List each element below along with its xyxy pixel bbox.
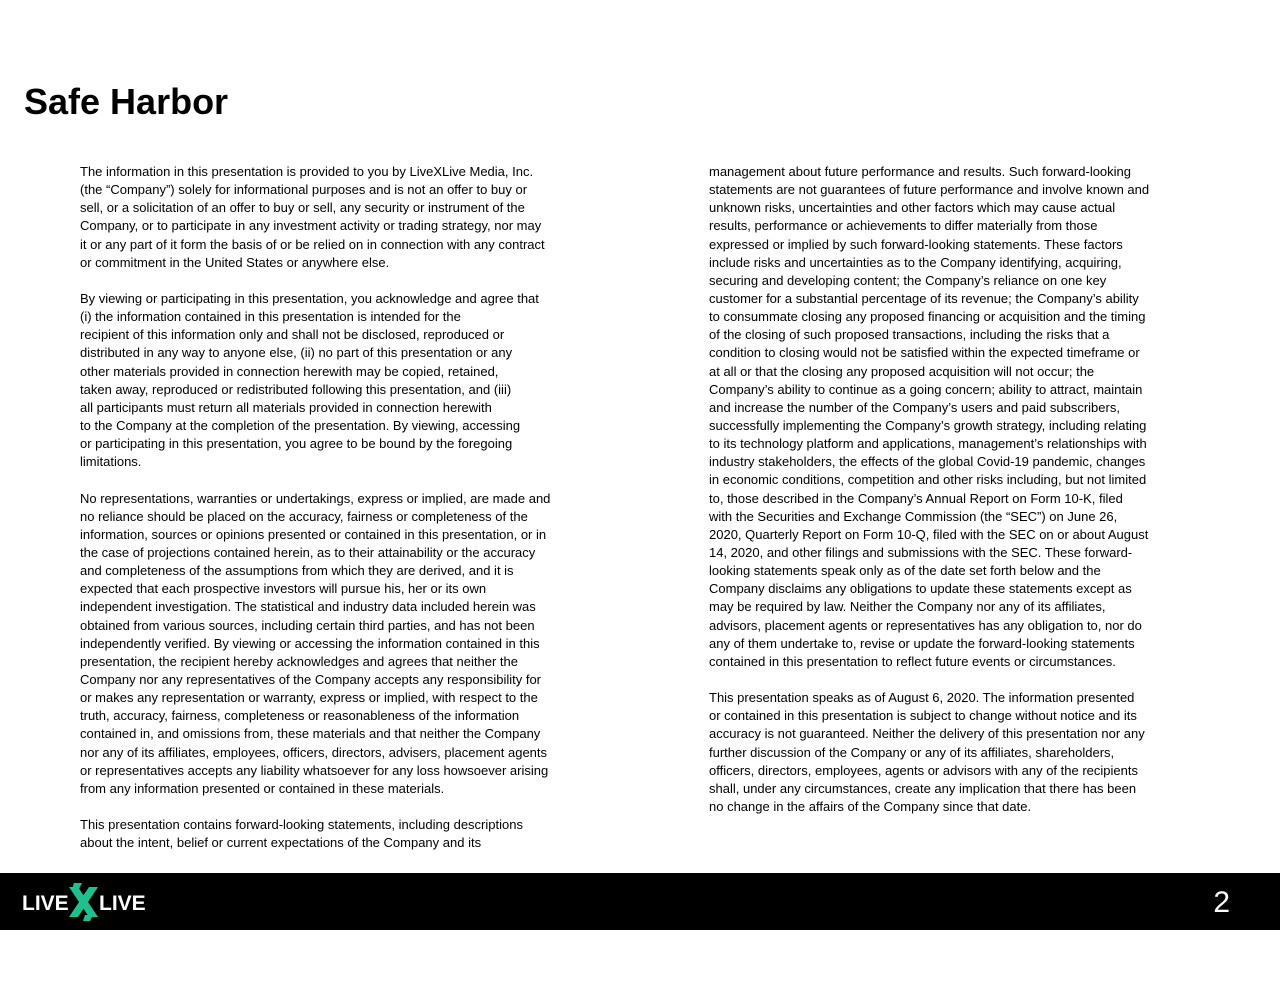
- left-text-column: [80, 163, 640, 852]
- text-line: any of them undertake to, revise or update the forward-looking statements: [709, 635, 1135, 651]
- text-line: no change in the affairs of the Company since that date.: [709, 798, 1032, 814]
- text-line: contained in, and omissions from, these materials and that neither the Company: [80, 726, 541, 742]
- text-line: with the Securities and Exchange Commission (the “SEC”) on June 26,: [709, 508, 1118, 524]
- text-line: By viewing or participating in this presentation, you acknowledge and agree that: [80, 290, 539, 306]
- text-line: Company’s ability to continue as a going concern; ability to attract, maintain: [709, 381, 1143, 397]
- text-line: in economic conditions, competition and other risks including, but not limited: [709, 472, 1147, 488]
- text-line: 2020, Quarterly Report on Form 10-Q, filed with the SEC on or about August: [709, 526, 1149, 542]
- text-line: This presentation contains forward-looking statements, including descriptions: [80, 817, 523, 833]
- text-line: about the intent, belief or current expectations of the Company and its: [80, 835, 482, 851]
- text-line: officers, directors, employees, agents or advisors with any of the recipients: [709, 762, 1138, 778]
- text-line: and completeness of the assumptions from which they are derived, and it is: [80, 563, 514, 579]
- text-line: further discussion of the Company or any of its affiliates, shareholders,: [709, 744, 1115, 760]
- text-line: at all or that the closing any proposed acquisition will not occur; the: [709, 363, 1095, 379]
- text-line: condition to closing would not be satisfied within the expected timeframe or: [709, 345, 1140, 361]
- paragraph-gap: [80, 798, 640, 816]
- text-line: obtained from various sources, including certain third parties, and has not been: [80, 617, 535, 633]
- text-line: This presentation speaks as of August 6, 2020. The information presented: [709, 690, 1135, 706]
- text-line: shall, under any circumstances, create any implication that there has been: [709, 780, 1137, 796]
- text-line: the case of projections contained herein, as to their attainability or the accuracy: [80, 544, 536, 560]
- text-line: to, those described in the Company’s Annual Report on Form 10-K, filed: [709, 490, 1123, 506]
- text-line: securing and developing content; the Company’s reliance on one key: [709, 272, 1107, 288]
- text-line: and increase the number of the Company’s users and paid subscribers,: [709, 399, 1120, 415]
- text-line: or participating in this presentation, you agree to be bound by the foregoing: [80, 436, 513, 452]
- page-title: Safe Harbor: [24, 81, 229, 122]
- text-line: of the closing of such proposed transactions, including the risks that a: [709, 327, 1110, 343]
- text-line: or commitment in the United States or anywhere else.: [80, 254, 390, 270]
- text-line: from any information presented or contained in these materials.: [80, 780, 445, 796]
- text-line: independently verified. By viewing or accessing the information contained in this: [80, 635, 540, 651]
- text-line: information, sources or opinions presented or contained in this presentation, or in: [80, 526, 547, 542]
- text-line: to the Company at the completion of the presentation. By viewing, accessing: [80, 417, 521, 433]
- text-line: expected that each prospective investors will pursue his, her or its own: [80, 581, 487, 597]
- text-line: or contained in this presentation is subject to change without notice and its: [709, 708, 1137, 724]
- paragraph-gap: [80, 272, 640, 290]
- text-line: Company nor any representatives of the Company accepts any responsibility for: [80, 671, 542, 687]
- text-line: successfully implementing the Company’s growth strategy, including relating: [709, 417, 1147, 433]
- text-line: or makes any representation or warranty, express or implied, with respect to the: [80, 690, 538, 706]
- text-line: accuracy is not guaranteed. Neither the delivery of this presentation nor any: [709, 726, 1145, 742]
- text-line: nor any of its affiliates, employees, officers, directors, advisers, placement agents: [80, 744, 548, 760]
- text-line: results, performance or achievements to differ materially from those: [709, 218, 1098, 234]
- logo-x-icon: [69, 883, 98, 921]
- text-line: 14, 2020, and other filings and submissions with the SEC. These forward-: [709, 544, 1133, 560]
- text-line: no reliance should be placed on the accuracy, fairness or completeness of the: [80, 508, 528, 524]
- paragraph-gap: [709, 671, 1229, 689]
- text-line: contained in this presentation to reflect future events or circumstances.: [709, 653, 1116, 669]
- text-line: or representatives accepts any liability whatsoever for any loss howsoever arising: [80, 762, 549, 778]
- text-line: The information in this presentation is provided to you by LiveXLive Media, Inc.: [80, 164, 534, 179]
- right-text-column: [709, 163, 1229, 816]
- logo-text-left: LIVE: [22, 892, 69, 915]
- text-line: No representations, warranties or undertakings, express or implied, are made and: [80, 490, 551, 506]
- text-line: (i) the information contained in this presentation is intended for the: [80, 309, 461, 325]
- text-line: taken away, reproduced or redistributed following this presentation, and (iii): [80, 381, 512, 397]
- paragraph-gap: [80, 471, 640, 489]
- page-number: 2: [1213, 886, 1230, 919]
- text-line: to its technology platform and applications, management’s relationships with: [709, 436, 1147, 452]
- logo-text-right: LIVE: [99, 892, 146, 915]
- text-line: it or any part of it form the basis of or be relied on in connection with any contract: [80, 236, 545, 252]
- text-line: looking statements speak only as of the date set forth below and the: [709, 563, 1101, 579]
- text-line: limitations.: [80, 454, 142, 470]
- text-line: all participants must return all materials provided in connection herewith: [80, 399, 492, 415]
- text-line: distributed in any way to anyone else, (ii) no part of this presentation or any: [80, 345, 513, 361]
- text-line: may be required by law. Neither the Company nor any of its affiliates,: [709, 599, 1106, 615]
- text-line: truth, accuracy, fairness, completeness or reasonableness of the information: [80, 708, 520, 724]
- text-line: presentation, the recipient hereby acknowledges and agrees that neither the: [80, 653, 518, 669]
- text-line: industry stakeholders, the effects of the global Covid-19 pandemic, changes: [709, 454, 1146, 470]
- text-line: to consummate closing any proposed financing or acquisition and the timing: [709, 309, 1146, 325]
- text-line: include risks and uncertainties as to the Company identifying, acquiring,: [709, 254, 1122, 270]
- text-line: customer for a substantial percentage of its revenue; the Company’s ability: [709, 290, 1139, 306]
- text-line: Company, or to participate in any investment activity or trading strategy, nor may: [80, 218, 542, 234]
- text-line: management about future performance and results. Such forward-looking: [709, 164, 1132, 179]
- text-line: recipient of this information only and shall not be disclosed, reproduced or: [80, 327, 505, 343]
- text-line: statements are not guarantees of future performance and involve known and: [709, 182, 1150, 198]
- text-line: unknown risks, uncertainties and other factors which may cause actual: [709, 200, 1116, 216]
- text-line: Company disclaims any obligations to update these statements except as: [709, 581, 1132, 597]
- livexlive-logo: [22, 881, 152, 923]
- text-line: expressed or implied by such forward-looking statements. These factors: [709, 236, 1123, 252]
- text-line: other materials provided in connection herewith may be copied, retained,: [80, 363, 499, 379]
- text-line: independent investigation. The statistical and industry data included herein was: [80, 599, 536, 615]
- text-line: sell, or a solicitation of an offer to buy or sell, any security or instrument of the: [80, 200, 525, 216]
- footer-bar: [0, 873, 1280, 930]
- text-line: (the “Company”) solely for informational purposes and is not an offer to buy or: [80, 182, 528, 198]
- text-line: advisors, placement agents or representatives has any obligation to, nor do: [709, 617, 1142, 633]
